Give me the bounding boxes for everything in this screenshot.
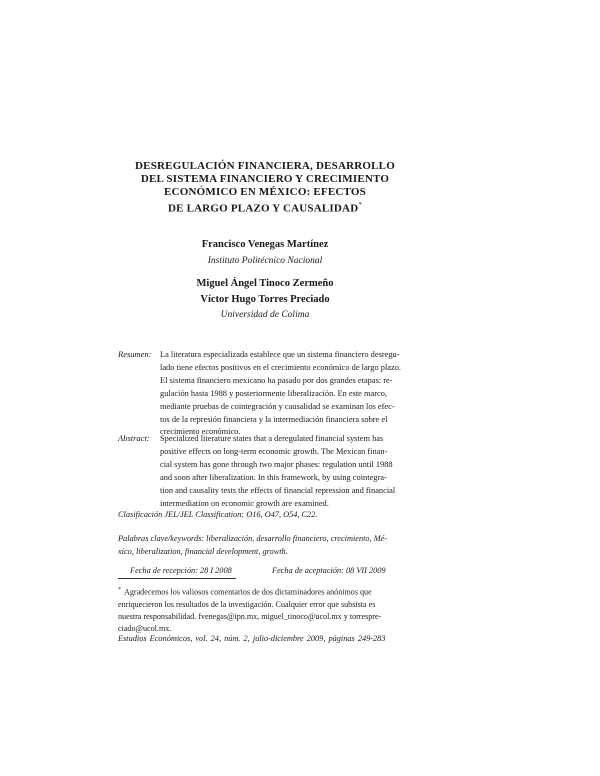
title-footnote-mark: * [358, 201, 363, 209]
resumen-line: gulación hasta 1988 y posteriormente liberalización. En este marco, [160, 388, 387, 398]
author-name: Víctor Hugo Torres Preciado [200, 294, 330, 305]
title-line-text: DE LARGO PLAZO Y CAUSALIDAD [167, 202, 359, 215]
resumen-line: La literatura especializada establece que un sistema financiero desregu- [160, 350, 400, 359]
footnote-line: enriquecieron los resultados de la investigación. Cualquier error que subsista es [118, 599, 376, 609]
resumen-body [160, 349, 412, 439]
keywords-line: Palabras clave/keywords: liberalización, desarrollo financiero, crecimiento, Mé- [118, 534, 388, 543]
footnote-line [118, 584, 412, 599]
journal-reference: Estudios Económicos, vol. 24, núm. 2, julio-diciembre 2009, páginas 249-283 [118, 634, 386, 643]
footnote-line: nuestra responsabilidad. fvenegas@ipn.mx, miguel_tinoco@ucol.mx y torrespre- [118, 611, 382, 621]
resumen-line: tos de la represión financiera y la intermediación financiera sobre el [160, 414, 388, 424]
resumen-line: El sistema financiero mexicano ha pasado por dos grandes etapas: re- [160, 375, 393, 385]
footnote-rule [118, 578, 236, 579]
title-line: DESREGULACIÓN FINANCIERA, DESARROLLO [135, 160, 395, 172]
abstract-body [160, 433, 412, 510]
abstract-line: positive effects on long-term economic growth. The Mexican finan- [160, 446, 388, 456]
abstract-label: Abstract: [118, 433, 150, 443]
author-affiliation: Instituto Politécnico Nacional [207, 256, 323, 266]
accepted-date: Fecha de aceptación: 08 VII 2009 [272, 566, 386, 575]
abstract-line: and soon after liberalization. In this framework, by using cointegra- [160, 472, 387, 482]
footnote [118, 584, 412, 635]
title-line: ECONÓMICO EN MÉXICO: EFECTOS [164, 186, 366, 198]
keywords [118, 533, 412, 558]
resumen-line: crecimiento económico. [160, 427, 241, 437]
author-name: Miguel Ángel Tinoco Zermeño [196, 278, 334, 289]
footnote-mark: * [118, 587, 121, 593]
author-name: Francisco Venegas Martínez [201, 239, 329, 250]
keywords-line: xico, liberalization, financial development, growth. [118, 546, 288, 556]
footnote-line: ciado@ucol.mx. [118, 623, 172, 633]
footnote-line-text: Agradecemos los valiosos comentarios de dos dictaminadores anónimos que [124, 587, 372, 597]
abstract-line: intermediation on economic growth are examined. [160, 498, 329, 508]
resumen-line: lado tiene efectos positivos en el crecimiento económico de largo plazo. [160, 362, 402, 372]
author-affiliation: Universidad de Colima [220, 310, 310, 320]
abstract-line: tion and causality tests the effects of financial repression and financial [160, 485, 396, 495]
abstract-line: Specialized literature states that a deregulated financial system has [160, 434, 384, 443]
jel-classification: Clasificación JEL/JEL Classification: O16, O47, O54, C22. [118, 510, 318, 519]
abstract-line: cial system has gone through two major phases: regulation until 1988 [160, 459, 393, 469]
paper-title [130, 160, 400, 216]
resumen-label: Resumen: [118, 349, 152, 359]
title-line: DEL SISTEMA FINANCIERO Y CRECIMIENTO [140, 173, 390, 185]
received-date: Fecha de recepción: 28 I 2008 [130, 566, 232, 575]
title-line [130, 199, 400, 216]
resumen-line: mediante pruebas de cointegración y causalidad se examinan los efec- [160, 401, 395, 411]
